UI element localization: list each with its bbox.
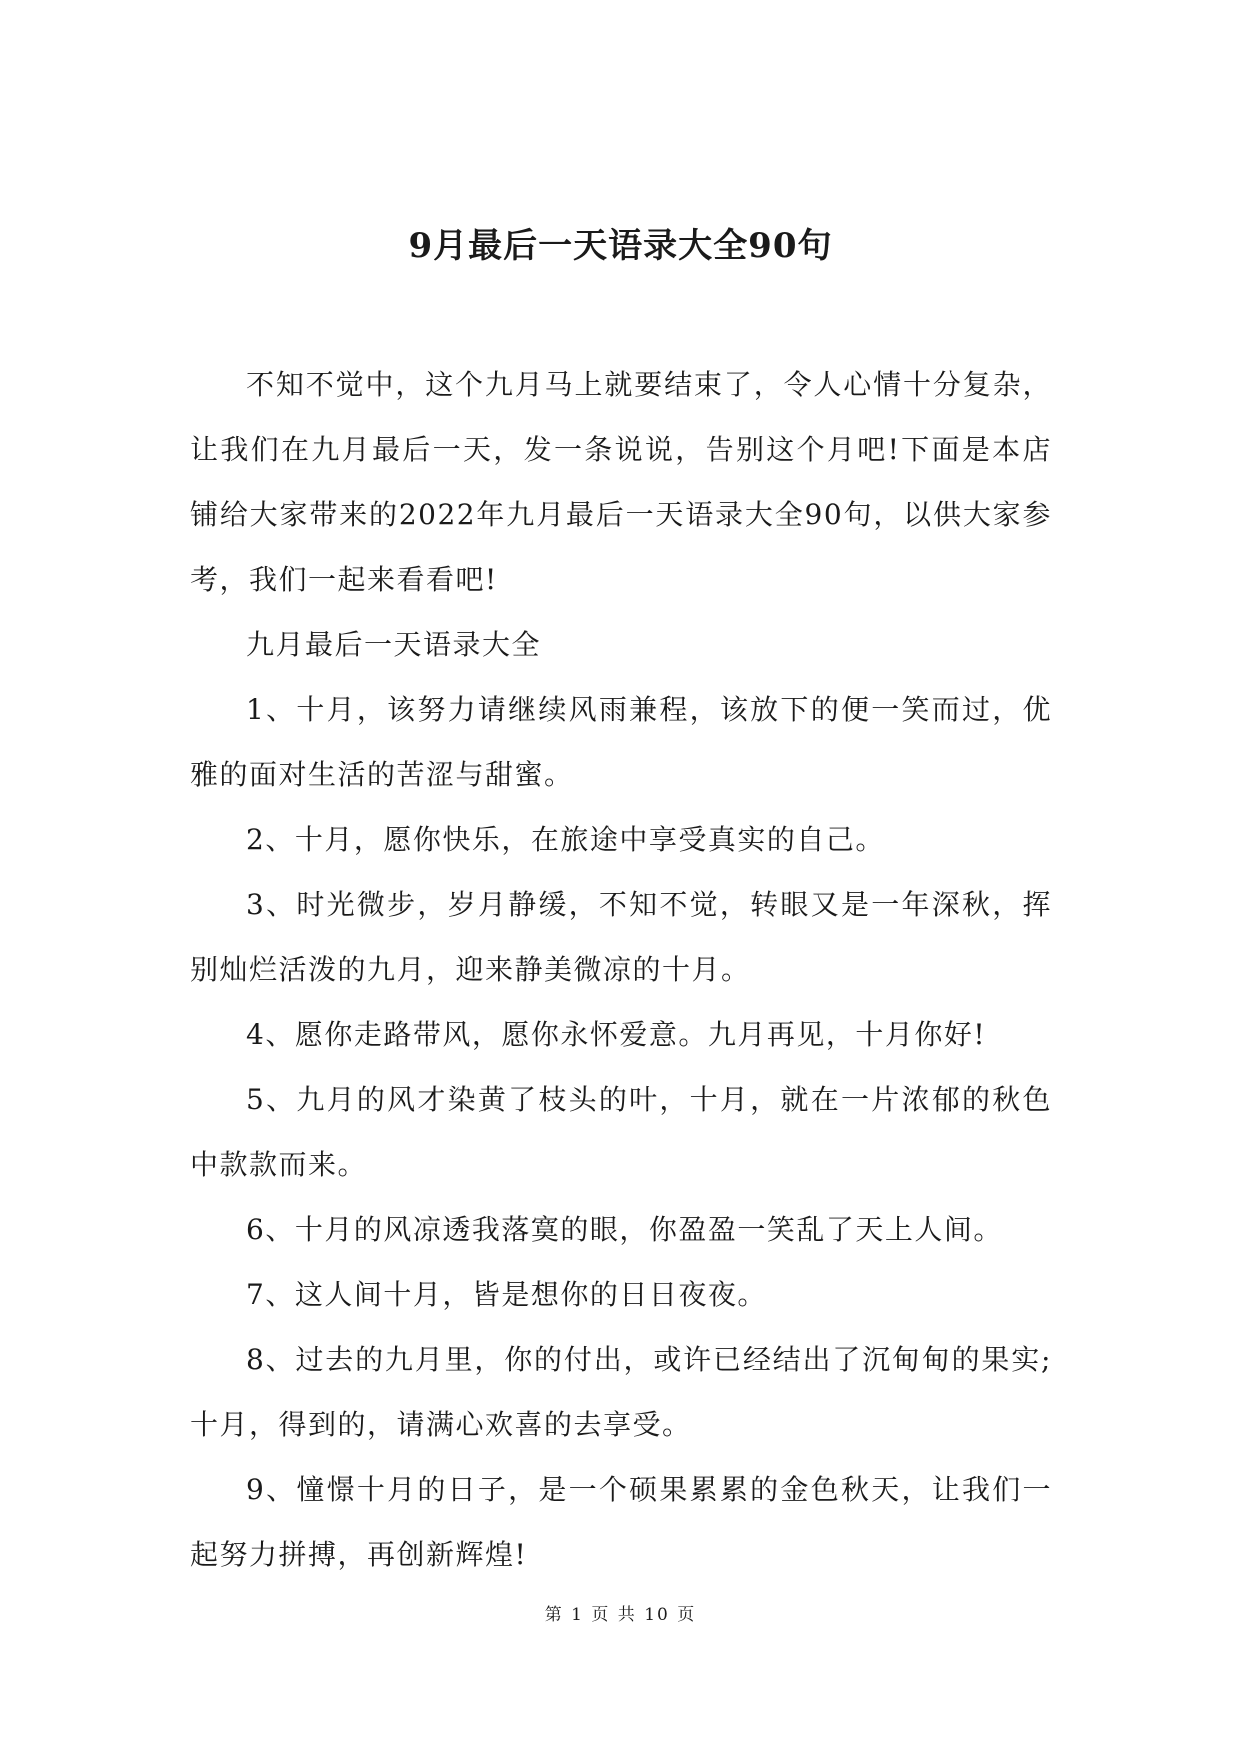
page-number-footer: 第 1 页 共 10 页 <box>544 1605 697 1625</box>
quote-item-4: 4、愿你走路带风，愿你永怀爱意。九月再见，十月你好! <box>246 1018 987 1051</box>
quote-item-6: 6、十月的风凉透我落寞的眼，你盈盈一笑乱了天上人间。 <box>246 1213 1003 1246</box>
quote-item-7: 7、这人间十月，皆是想你的日日夜夜。 <box>246 1278 767 1311</box>
document-body <box>190 352 1052 1587</box>
paragraph-intro: 不知不觉中，这个九月马上就要结束了，令人心情十分复杂，让我们在九月最后一天，发一条说说，告别这个月吧!下面是本店铺给大家带来的2022年九月最后一天语录大全90句，以供大家参考，我们一起来看看吧! <box>190 368 1052 596</box>
quote-item-5: 5、九月的风才染黄了枝头的叶，十月，就在一片浓郁的秋色中款款而来。 <box>190 1083 1052 1181</box>
quote-item-8: 8、过去的九月里，你的付出，或许已经结出了沉甸甸的果实;十月，得到的，请满心欢喜的去享受。 <box>190 1343 1052 1441</box>
quote-item-1: 1、十月，该努力请继续风雨兼程，该放下的便一笑而过，优雅的面对生活的苦涩与甜蜜。 <box>190 693 1052 791</box>
quote-item-9: 9、憧憬十月的日子，是一个硕果累累的金色秋天，让我们一起努力拼搏，再创新辉煌! <box>190 1473 1052 1571</box>
quote-item-3: 3、时光微步，岁月静缓，不知不觉，转眼又是一年深秋，挥别灿烂活泼的九月，迎来静美微凉的十月。 <box>190 888 1052 986</box>
quote-item-2: 2、十月，愿你快乐，在旅途中享受真实的自己。 <box>246 823 885 856</box>
section-heading: 九月最后一天语录大全 <box>246 628 542 661</box>
document-title: 9月最后一天语录大全90句 <box>408 226 833 266</box>
